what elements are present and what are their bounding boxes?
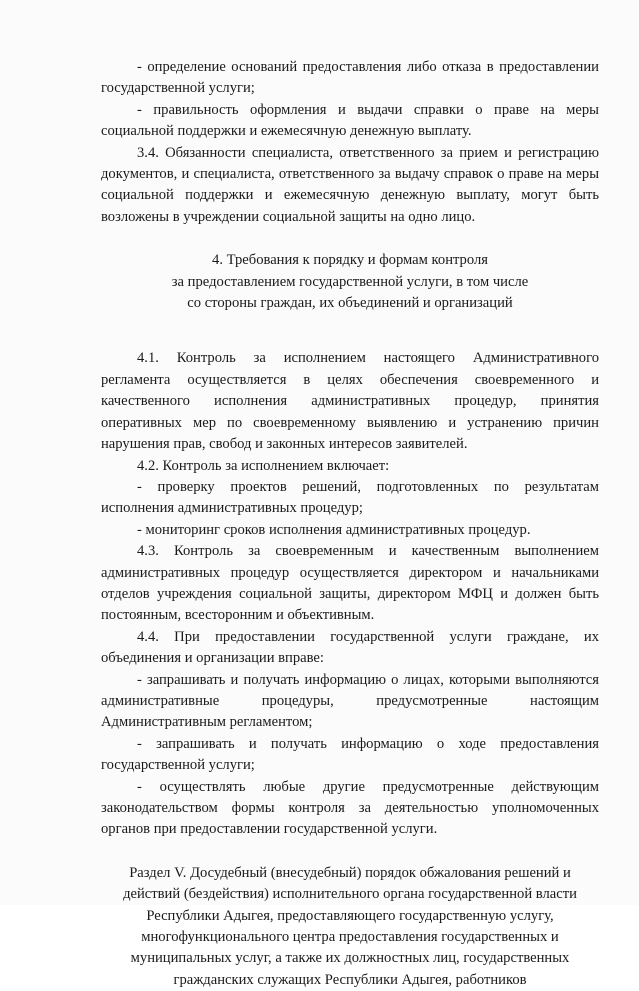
section-5-heading-line-4: многофункционального центра предоставления государственных и (141, 929, 559, 946)
paragraph-4-2: 4.2. Контроль за исполнением включает: (137, 457, 390, 474)
list-item-grounds: - определение оснований предоставления либо отказа в предоставлении государственной услуги; (101, 59, 599, 97)
paragraph-4-3: 4.3. Контроль за своевременным и качественным выполнением административных процедур осуществляется директором и начальниками отделов учреждения социальной защиты, директором МФЦ и должен быть постоянным, всесторонним и объективным. (101, 543, 599, 624)
list-item-review-drafts: - проверку проектов решений, подготовленных по результатам исполнения административных процедур; (101, 478, 599, 517)
list-item-request-progress: - запрашивать и получать информацию о ходе предоставления государственной услуги; (101, 735, 599, 774)
list-item-request-persons: - запрашивать и получать информацию о лицах, которыми выполняются административные процедуры, предусмотренные настоящим Административным регламентом; (101, 671, 599, 731)
section-5-heading (101, 863, 599, 991)
section-5-heading-line-6: гражданских служащих Республики Адыгея, работников (173, 971, 527, 988)
document-body (101, 57, 599, 991)
paragraph-4-4: 4.4. При предоставлении государственной услуги граждане, их объединения и организации вправе: (101, 628, 599, 667)
section-5-heading-line-3: Республики Адыгея, предоставляющего государственную услугу, (146, 907, 554, 924)
section-5-heading-line-2: действий (бездействия) исполнительного органа государственной власти (123, 886, 577, 903)
list-item-other-control: - осуществлять любые другие предусмотренные действующим законодательством формы контроля за деятельностью уполномоченных органов при предоставлении государственной услуги. (101, 778, 599, 838)
section-4-heading-line-1: 4. Требования к порядку и формам контроля (212, 252, 488, 269)
paragraph-4-1: 4.1. Контроль за исполнением настоящего Административного регламента осуществляется в целях обеспечения своевременного и качественного исполнения административных процедур, принятия оперативных мер по своевременному выявлению и устранению причин нарушения прав, свобод и законных интересов заявителей. (101, 350, 599, 453)
section-4-body (101, 348, 599, 840)
section-4-heading-line-2: за предоставлением государственной услуги, в том числе (171, 273, 529, 290)
list-item-correctness: - правильность оформления и выдачи справки о праве на меры социальной поддержки и ежемесячную денежную выплату. (101, 101, 599, 140)
section-4-heading (101, 250, 599, 314)
section-5-heading-line-5: муниципальных услуг, а также их должностных лиц, государственных (130, 950, 570, 967)
section-5-heading-line-1: Раздел V. Досудебный (внесудебный) порядок обжалования решений и (129, 864, 571, 881)
paragraph-3-4: 3.4. Обязанности специалиста, ответственного за прием и регистрацию документов, и специалиста, ответственного за выдачу справок о праве на меры социальной поддержки и ежемесячную денежную выплату, могут быть возложены в учреждении социальной защиты на одно лицо. (101, 144, 599, 225)
section-4-heading-line-3: со стороны граждан, их объединений и организаций (187, 295, 513, 312)
list-item-monitoring: - мониторинг сроков исполнения административных процедур. (137, 521, 531, 538)
